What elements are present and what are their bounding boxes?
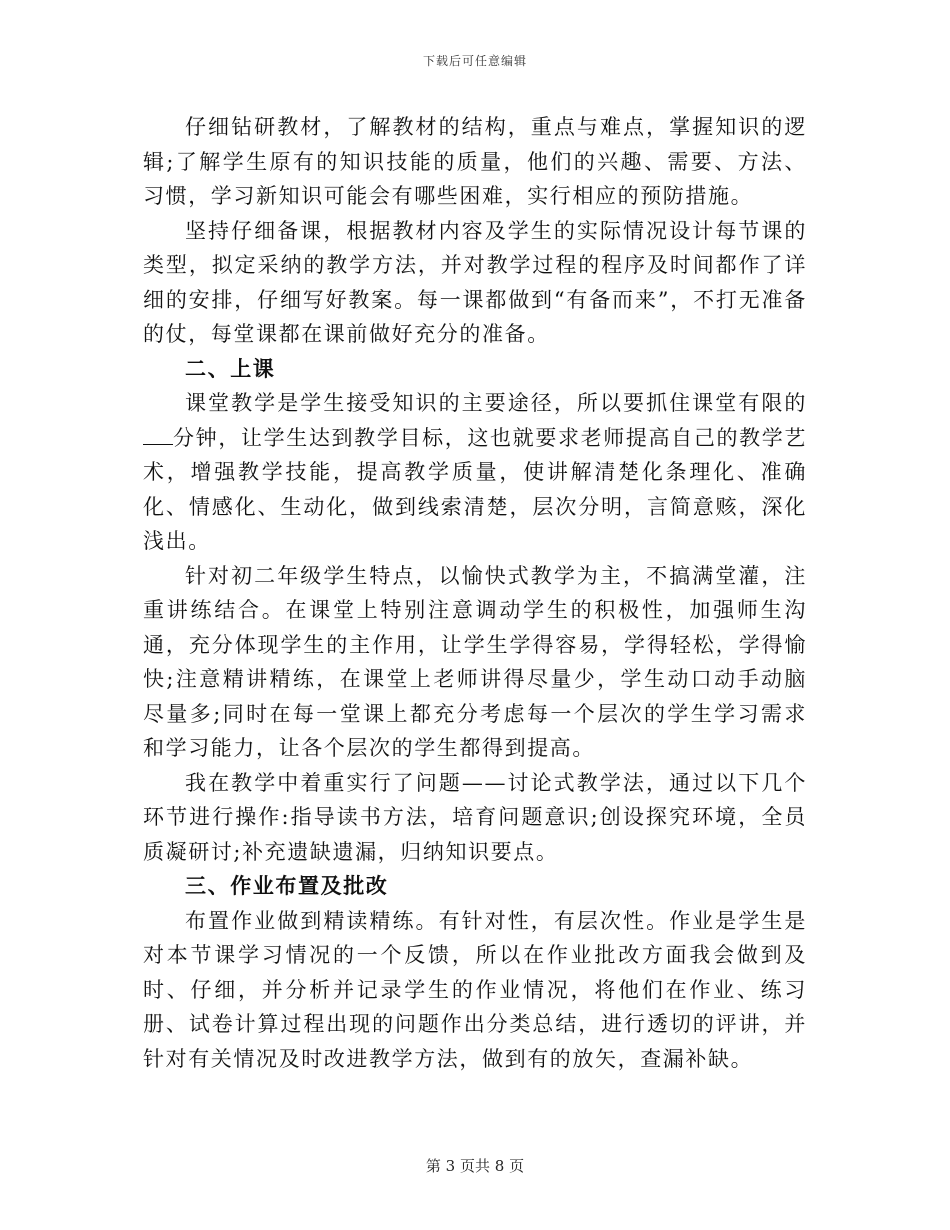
fill-in-blank [143, 426, 173, 445]
paragraph-grade-two-approach: 针对初二年级学生特点，以愉快式教学为主，不搞满堂灌，注重讲练结合。在课堂上特别注意调动学生的积极性，加强师生沟通，充分体现学生的主作用，让学生学得容易，学得轻松，学得愉快;注意精讲精练，在课堂上老师讲得尽量少，学生动口动手动脑尽量多;同时在每一堂课上都充分考虑每一个层次的学生学习需求和学习能力，让各个层次的学生都得到提高。 [143, 563, 807, 760]
document-body [143, 110, 807, 1076]
page-header: 下载后可任意编辑 [422, 54, 527, 68]
section-heading-class: 二、上课 [185, 355, 276, 381]
paragraph-classroom-teaching-rest: 分钟，让学生达到教学目标，这也就要求老师提高自己的教学艺术，增强教学技能，提高教学质量，使讲解清楚化条理化、准确化、情感化、生动化，做到线索清楚，层次分明，言简意赅，深化浅出。 [143, 425, 807, 553]
paragraph-homework: 布置作业做到精读精练。有针对性，有层次性。作业是学生是对本节课学习情况的一个反馈，所以在作业批改方面我会做到及时、仔细，并分析并记录学生的作业情况，将他们在作业、练习册、试卷计算过程出现的问题作出分类总结，进行透切的评讲，并针对有关情况及时改进教学方法，做到有的放矢，查漏补缺。 [143, 908, 807, 1071]
section-heading-homework: 三、作业布置及批改 [185, 873, 389, 898]
paragraph-study-materials: 仔细钻研教材，了解教材的结构，重点与难点，掌握知识的逻辑;了解学生原有的知识技能的质量，他们的兴趣、需要、方法、习惯，学习新知识可能会有哪些困难，实行相应的预防措施。 [143, 115, 807, 208]
paragraph-classroom-teaching-start: 课堂教学是学生接受知识的主要途径，所以要抓住课堂有限的 [185, 391, 807, 415]
page-footer: 第 3 页共 8 页 [425, 1157, 525, 1175]
paragraph-lesson-prep: 坚持仔细备课，根据教材内容及学生的实际情况设计每节课的类型，拟定采纳的教学方法，并对教学过程的程序及时间都作了详细的安排，仔细写好教案。每一课都做到“有备而来”，不打无准备的仗，每堂课都在课前做好充分的准备。 [143, 218, 807, 346]
paragraph-classroom-teaching [143, 386, 807, 559]
paragraph-discussion-method: 我在教学中着重实行了问题——讨论式教学法，通过以下几个环节进行操作:指导读书方法，培育问题意识;创设探究环境，全员质凝研讨;补充遗缺遗漏，归纳知识要点。 [143, 770, 807, 864]
